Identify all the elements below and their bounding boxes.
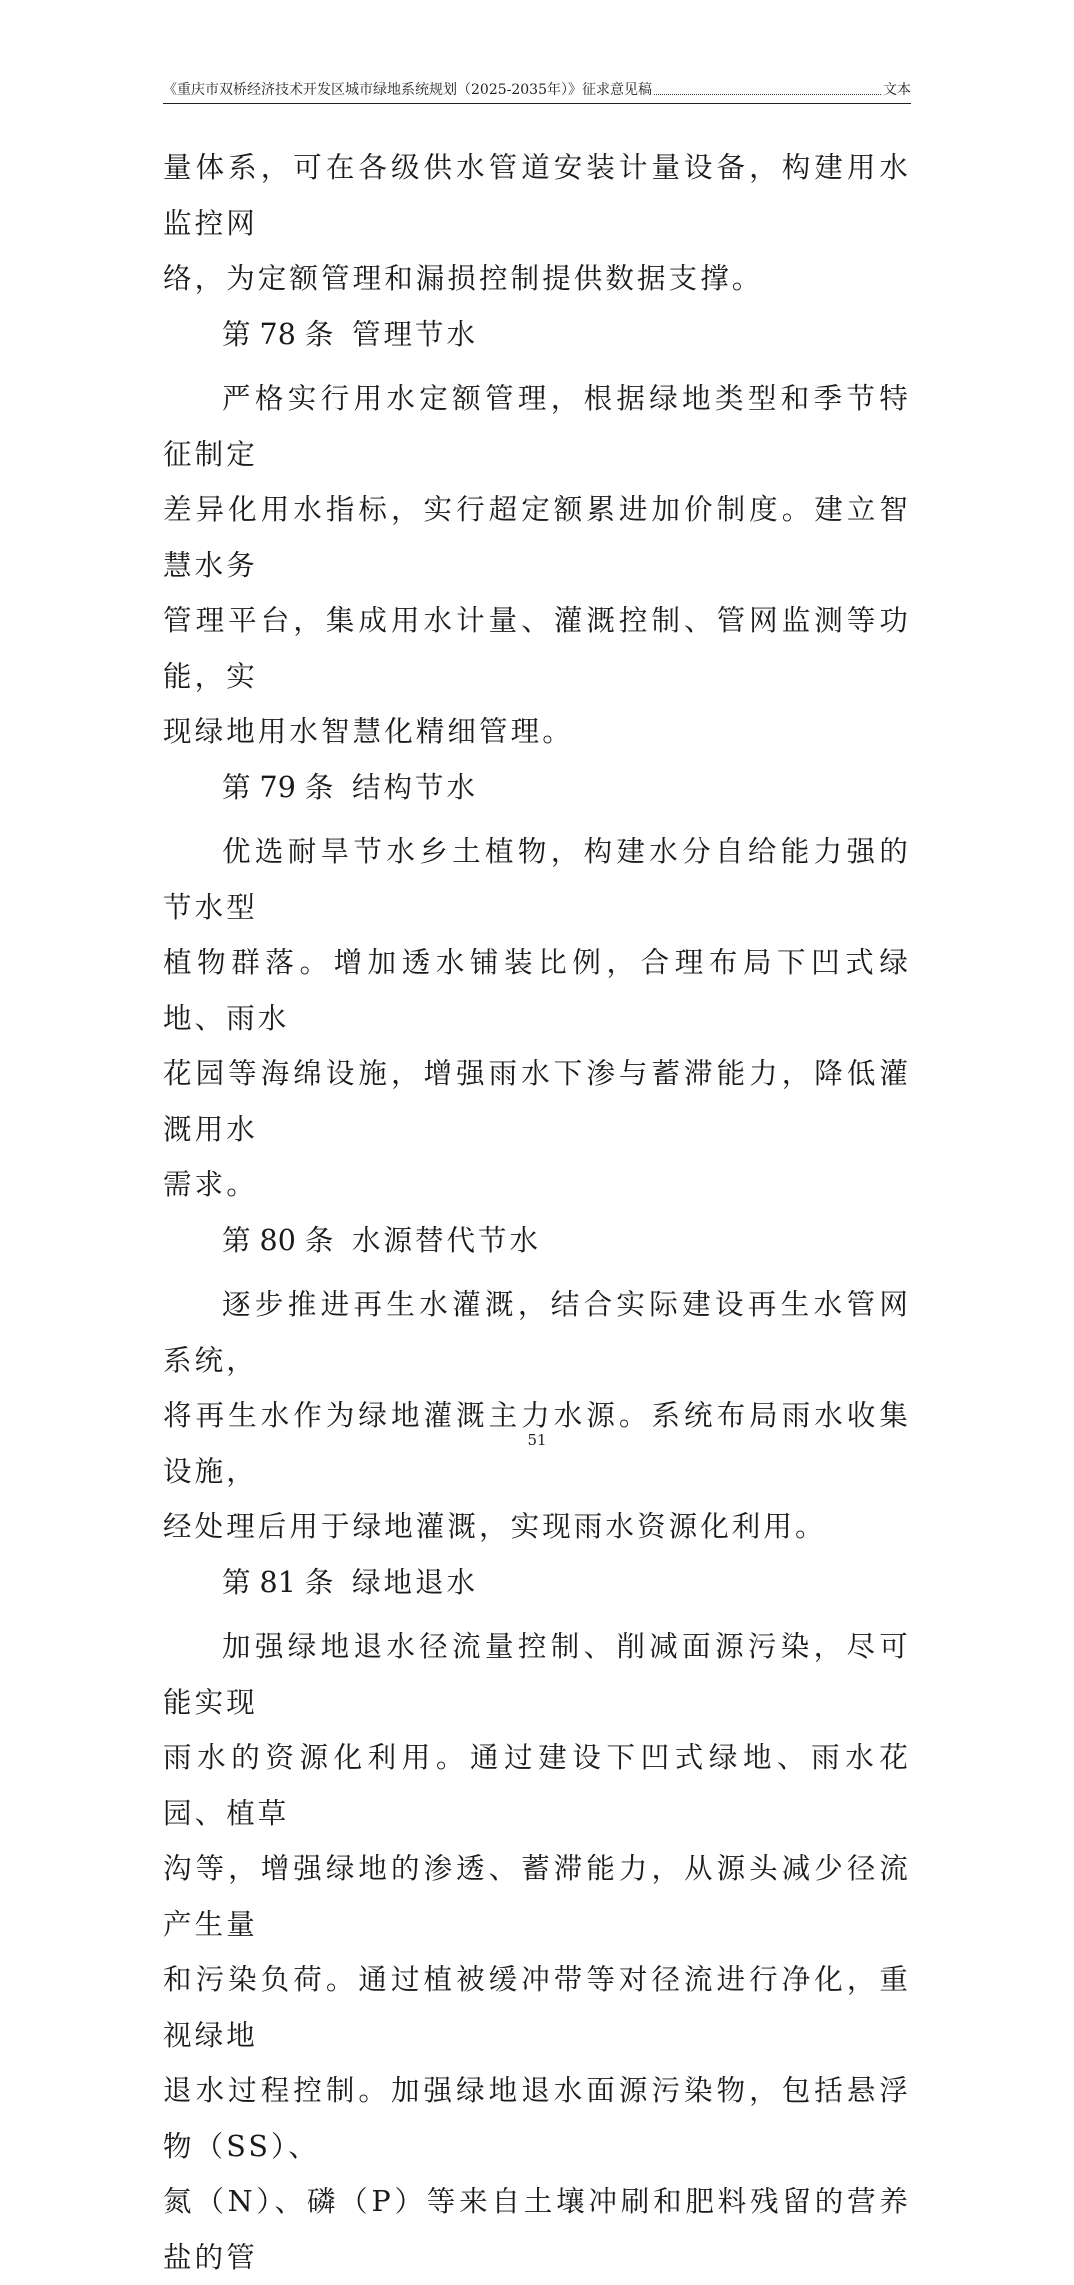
body-text [163,140,911,2285]
text-line: 和污染负荷。通过植被缓冲带等对径流进行净化，重视绿地 [163,1963,911,2052]
text-line: 差异化用水指标，实行超定额累进加价制度。建立智慧水务 [163,493,911,582]
text-line: 将再生水作为绿地灌溉主力水源。系统布局雨水收集设施， [163,1399,911,1488]
text-line: 络，为定额管理和漏损控制提供数据支撑。 [163,262,764,295]
article-title: 管理节水 [352,317,479,351]
text-line: 退水过程控制。加强绿地退水面源污染物，包括悬浮物（SS）、 [163,2074,911,2163]
page-number: 51 [527,1431,547,1449]
article-number: 第 80 条 [222,1223,334,1257]
article-title: 绿地退水 [352,1565,479,1599]
text-line: 雨水的资源化利用。通过建设下凹式绿地、雨水花园、植草 [163,1741,911,1830]
article-title: 结构节水 [352,770,479,804]
text-line: 植物群落。增加透水铺装比例，合理布局下凹式绿地、雨水 [163,946,911,1035]
article-heading [163,760,911,816]
running-header [163,77,911,99]
article-heading [163,1555,911,1611]
text-line: 优选耐旱节水乡土植物，构建水分自给能力强的节水型 [163,835,911,924]
article-title: 水源替代节水 [352,1223,542,1257]
article-paragraph [163,824,911,1213]
text-line: 花园等海绵设施，增强雨水下渗与蓄滞能力，降低灌溉用水 [163,1057,911,1146]
header-dot-leader [654,93,881,95]
article-heading [163,1213,911,1269]
text-line: 沟等，增强绿地的渗透、蓄滞能力，从源头减少径流产生量 [163,1852,911,1941]
article-paragraph [163,1277,911,1555]
text-line: 氮（N）、磷（P）等来自土壤冲刷和肥料残留的营养盐的管 [163,2185,911,2274]
text-line: 逐步推进再生水灌溉，结合实际建设再生水管网系统， [163,1288,911,1377]
header-section-label: 文本 [883,82,911,98]
text-line: 现绿地用水智慧化精细管理。 [163,715,574,748]
article-paragraph [163,1619,911,2285]
text-line: 严格实行用水定额管理，根据绿地类型和季节特征制定 [163,382,911,471]
article-number: 第 81 条 [222,1565,334,1599]
article-heading [163,307,911,363]
text-line: 经处理后用于绿地灌溉，实现雨水资源化利用。 [163,1510,827,1543]
article-paragraph [163,371,911,760]
text-line: 需求。 [163,1168,258,1201]
header-rule [163,103,911,104]
text-line: 管理平台，集成用水计量、灌溉控制、管网监测等功能，实 [163,604,911,693]
article-number: 第 78 条 [222,317,334,351]
text-line: 量体系，可在各级供水管道安装计量设备，构建用水监控网 [163,151,911,240]
article-number: 第 79 条 [222,770,334,804]
header-title: 《重庆市双桥经济技术开发区城市绿地系统规划（2025-2035年）》征求意见稿 [163,82,652,98]
paragraph-continued [163,140,911,307]
text-line: 加强绿地退水径流量控制、削减面源污染，尽可能实现 [163,1630,911,1719]
